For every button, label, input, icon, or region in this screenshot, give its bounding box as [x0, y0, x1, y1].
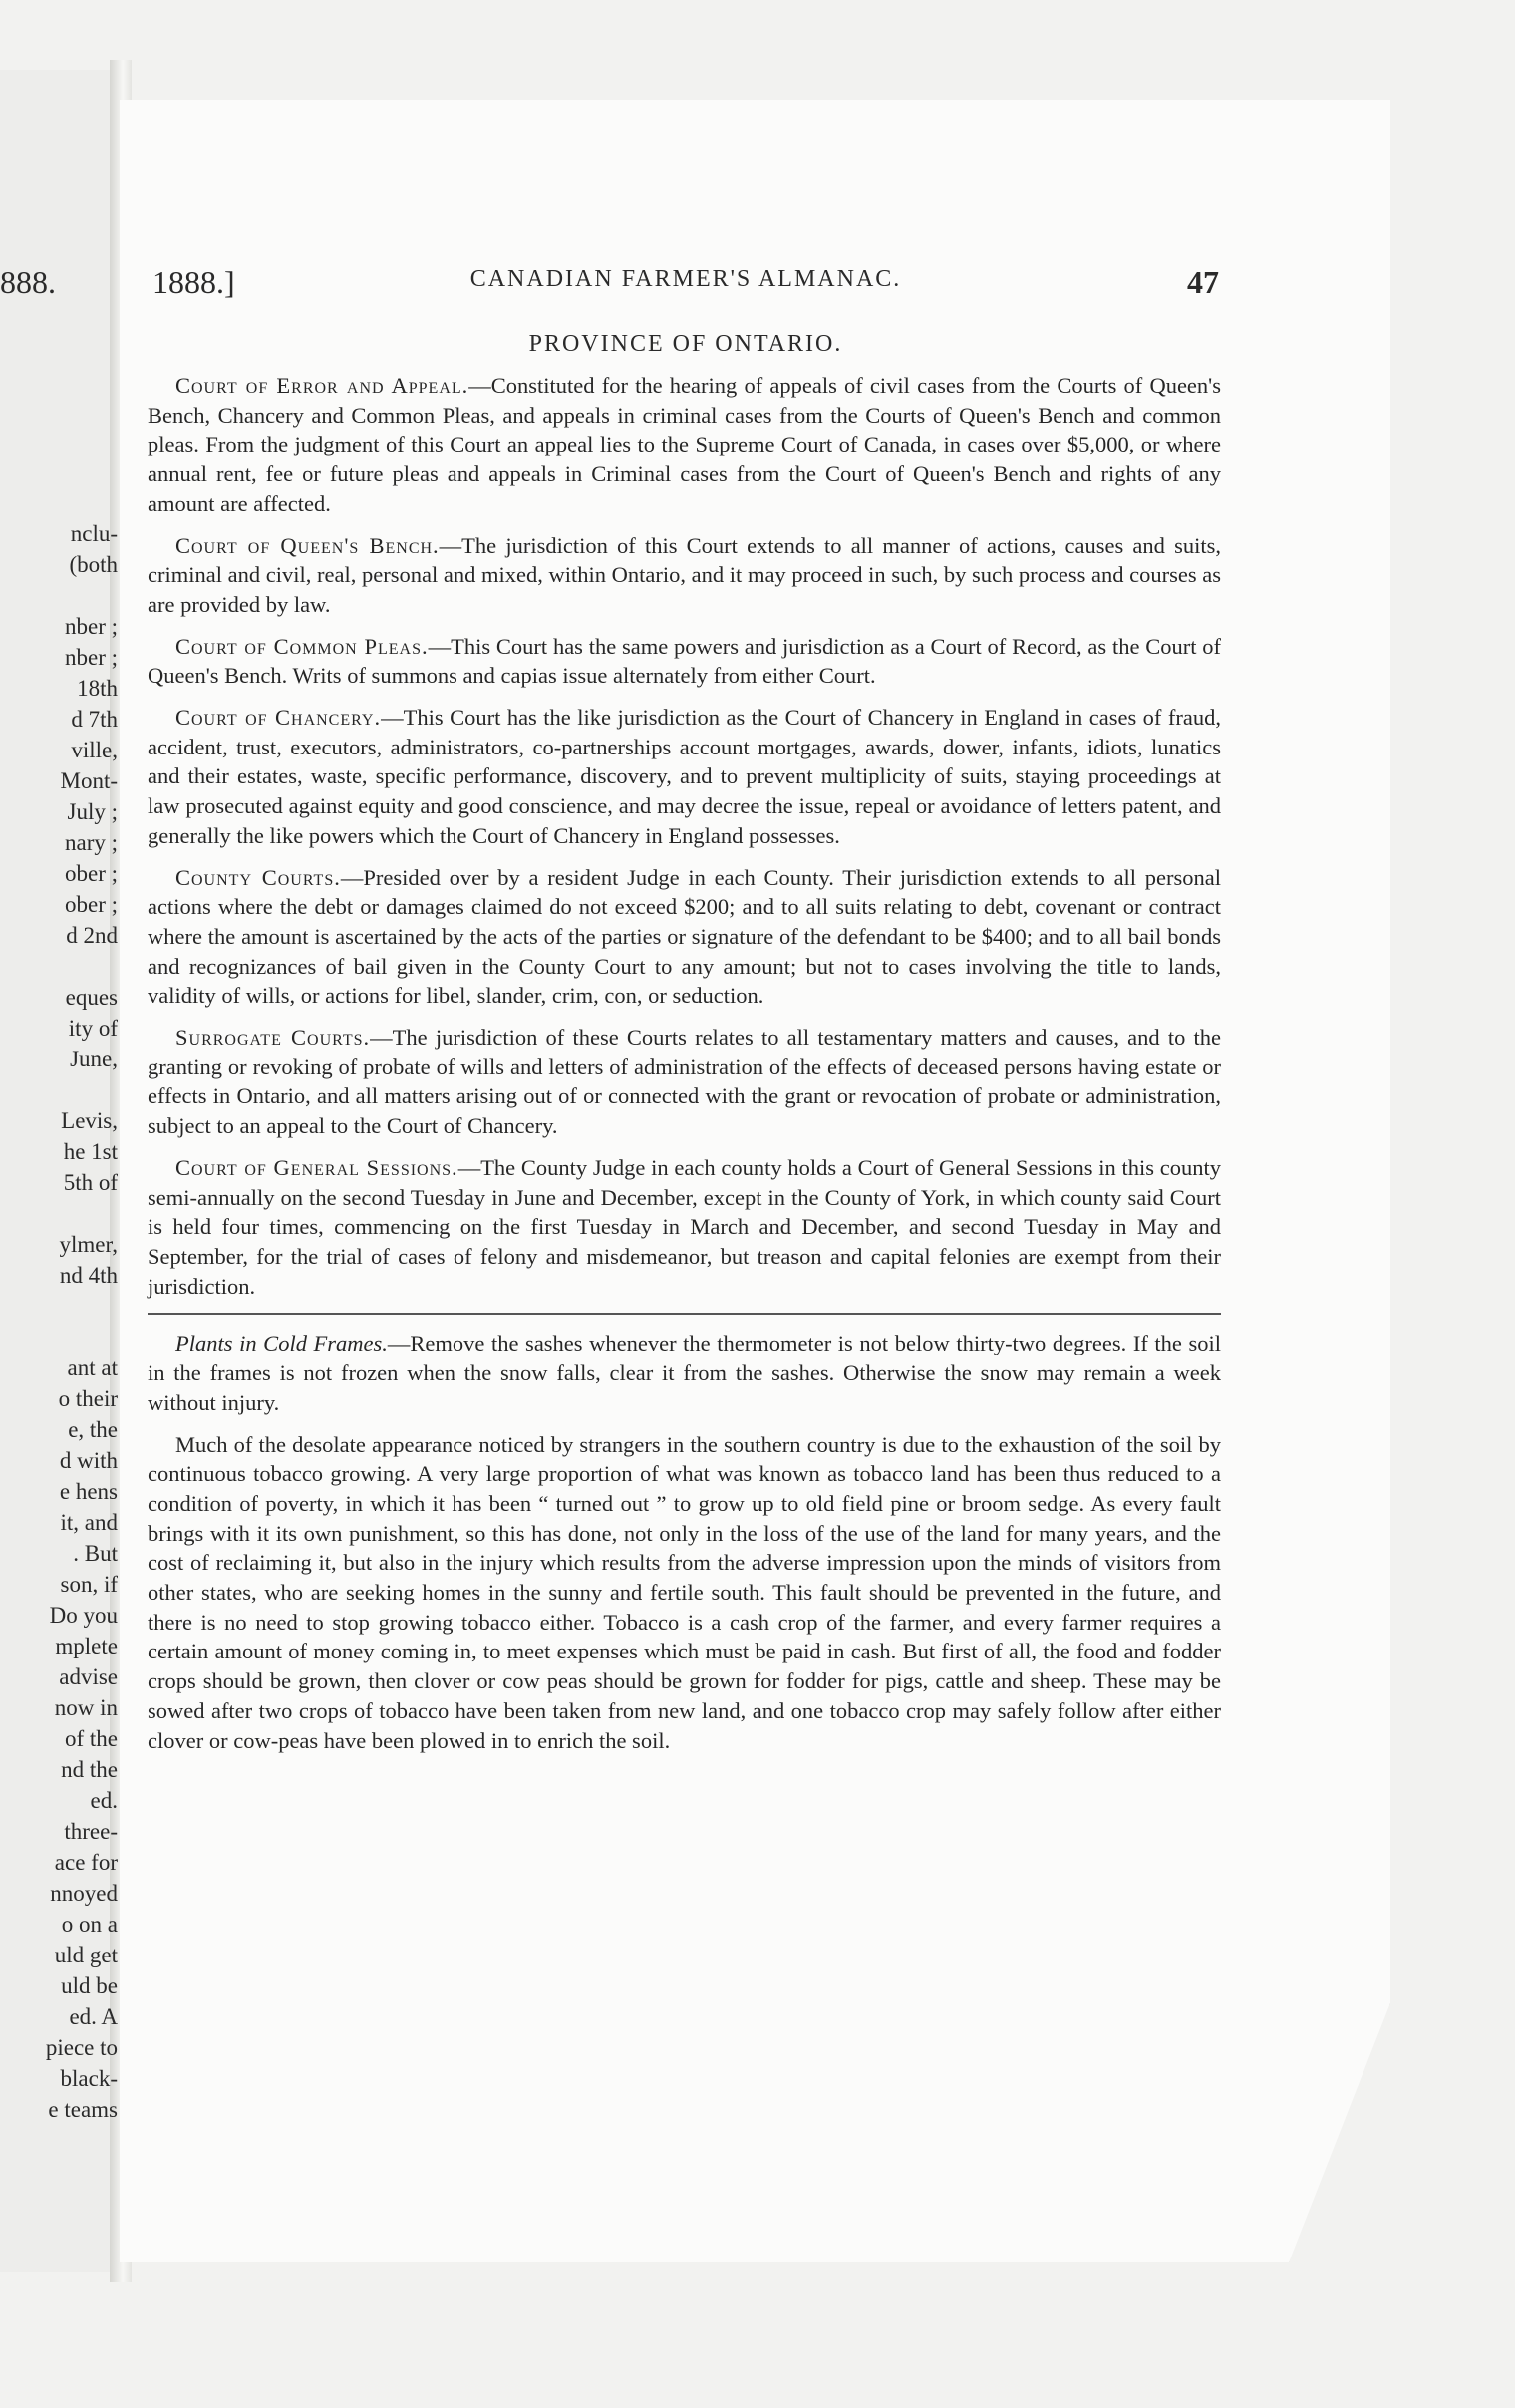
- court-text: —The jurisdiction of these Courts relates to all testamentary matters and causes, and to the granting or revoking of probate of wills and letters of administration of the effects of deceased persons having estate or effects in Ontario, and all matters arising out of or connected with the grant or revocation of probate or administration, subject to an appeal to the Court of Chancery.: [148, 1025, 1221, 1139]
- left-page-line: ville,: [71, 738, 118, 762]
- left-page-line: 18th: [77, 676, 118, 701]
- left-page-line: nber ;: [64, 614, 118, 639]
- left-page-line: uld get: [54, 1943, 118, 1967]
- left-page-line: nary ;: [64, 830, 118, 855]
- left-page-line: o on a: [61, 1912, 118, 1937]
- court-paragraph: [148, 1153, 1221, 1302]
- left-page-line: ober ;: [64, 892, 118, 917]
- left-page-line: d 7th: [71, 707, 118, 732]
- left-page-line: ace for: [54, 1850, 118, 1875]
- left-page-line: [0, 580, 118, 611]
- court-paragraph: [148, 632, 1221, 691]
- court-text: —This Court has the same powers and jurisdiction as a Court of Record, as the Court of Queen's Bench. Writs of summons and capias issue alternately from either Court.: [148, 633, 1221, 689]
- left-page-line: ity of: [68, 1016, 118, 1041]
- left-page-line: ober ;: [64, 861, 118, 886]
- left-page-line: mplete: [55, 1634, 118, 1658]
- left-page-line: now in: [54, 1695, 118, 1720]
- left-page-line: it, and: [60, 1510, 118, 1535]
- court-paragraph: [148, 371, 1221, 519]
- page-number: 47: [1187, 264, 1219, 300]
- left-page-line: ed.: [90, 1788, 118, 1813]
- court-heading: Court of Queen's Bench.: [175, 532, 440, 558]
- left-page-line: he 1st: [63, 1139, 118, 1164]
- left-page-line: 5th of: [63, 1170, 118, 1195]
- section-divider: [148, 1313, 1221, 1315]
- left-page-line: nclu-: [70, 521, 118, 546]
- left-page-line: June,: [70, 1047, 118, 1071]
- left-page-line: [0, 1074, 118, 1105]
- court-paragraph: [148, 1023, 1221, 1141]
- court-text: —The County Judge in each county holds a Court of General Sessions in this county semi-annually on the second Tuesday in June and December, except in the County of York, in which county said Court is held four times, commencing on the first Tuesday in March and December, and second Tuesday in May and September, for the trial of cases of felony and misdemeanor, but treason and capital felonies are exempt from their jurisdiction.: [148, 1154, 1221, 1299]
- cold-frames-paragraph: [148, 1329, 1221, 1417]
- left-page-line: ant at: [67, 1355, 118, 1380]
- left-page-line: ed. A: [69, 2004, 118, 2029]
- left-page-line: nd 4th: [59, 1263, 118, 1288]
- page-header: [152, 264, 1219, 308]
- left-page-line: e, the: [68, 1417, 118, 1442]
- left-page-line: of the: [64, 1726, 118, 1751]
- left-page-line: nd the: [61, 1757, 118, 1782]
- court-heading: Court of Error and Appeal.: [175, 373, 469, 398]
- left-page-year: 888.: [0, 264, 56, 300]
- left-page-line: nber ;: [64, 645, 118, 670]
- header-title: CANADIAN FARMER'S ALMANAC.: [469, 266, 902, 292]
- left-page-line: uld be: [61, 1973, 118, 1998]
- court-heading: Court of Common Pleas.: [175, 633, 429, 659]
- court-text: —This Court has the like jurisdiction as the Court of Chancery in England in cases of fraud, accident, trust, executors, administrators, co-partnerships account mortgages, awards, dower, infants, idiots, lunatics and their estates, waste, specific performance, discovery, and to prevent multiplicity of suits, staying proceedings at law prosecuted against equity and good conscience, and may decree the issue, repeal or avoidance of letters patent, and generally the like powers which the Court of Chancery in England possesses.: [148, 705, 1221, 848]
- tobacco-paragraph: Much of the desolate appearance noticed by strangers in the southern country is due to the exhaustion of the soil by continuous tobacco growing. A very large proportion of what was known as tobacco land has been thus reduced to a condition of poverty, in which it has been “ turned out ” to grow up to old field pine or broom sedge. As every fault brings with it its own punishment, so this has done, not only in the loss of the use of the land for many years, and the cost of reclaiming it, but also in the injury which results from the adverse impression upon the minds of visitors from other states, who are seeking homes in the sunny and fertile south. This fault should be prevented in the future, and there is no need to stop growing tobacco either. Tobacco is a cash crop of the farmer, and every farmer requires a certain amount of money coming in, to meet expenses which must be paid in cash. But first of all, the food and fodder crops should be grown, then clover or cow peas should be grown for fodder for pigs, cattle and sheep. These may be sowed after two crops of tobacco have been taken from new land, and one tobacco crop may safely follow after either clover or cow-peas have been plowed in to enrich the soil.: [148, 1431, 1221, 1753]
- left-page-line: eques: [65, 985, 118, 1010]
- left-page-line: o their: [58, 1386, 118, 1411]
- court-text: —Presided over by a resident Judge in each County. Their jurisdiction extends to all personal actions where the debt or damages claimed do not exceed $200; and to all suits relating to debt, covenant or contract where the amount is ascertained by the acts of the parties or signature of the defendant to be $400; and to all bail bonds and recognizances of bail given in the County Court to any amount; but not to cases involving the title to lands, validity of wills, or actions for libel, slander, crim, con, or seduction.: [148, 864, 1222, 1009]
- court-heading: Court of General Sessions.: [175, 1154, 458, 1180]
- court-heading: Court of Chancery.: [175, 705, 382, 731]
- court-paragraph: [148, 531, 1221, 620]
- cold-frames-heading: Plants in Cold Frames.: [175, 1331, 388, 1356]
- left-page-line: piece to: [45, 2035, 118, 2060]
- cold-frames-text: —Remove the sashes whenever the thermometer is not below thirty-two degrees. If the soil in the frames is not frozen when the snow falls, clear it from the sashes. Otherwise the snow may remain a week without injury.: [148, 1331, 1221, 1415]
- left-page-line: ylmer,: [59, 1232, 118, 1257]
- left-page-line: Do you: [49, 1603, 118, 1628]
- left-page-line: e teams: [48, 2097, 118, 2122]
- left-page-line: e hens: [59, 1479, 118, 1504]
- court-heading: County Courts.: [175, 864, 341, 890]
- left-page-line: three-: [64, 1819, 118, 1844]
- court-paragraph: [148, 703, 1221, 851]
- left-page-line: July ;: [67, 799, 118, 824]
- left-page-line: Mont-: [60, 768, 118, 793]
- left-page-line: Levis,: [61, 1108, 118, 1133]
- left-page-text-fragments: [0, 518, 118, 2125]
- left-page-line: d with: [59, 1448, 118, 1473]
- left-page-line: d 2nd: [66, 923, 118, 948]
- left-page-line: black-: [60, 2066, 118, 2091]
- left-page-line: [0, 951, 118, 982]
- section-title: PROVINCE OF ONTARIO.: [528, 331, 843, 357]
- court-paragraph: [148, 863, 1221, 1012]
- left-page-line: [0, 1322, 118, 1353]
- left-page-line: son, if: [60, 1572, 118, 1597]
- court-text: —Constituted for the hearing of appeals of civil cases from the Courts of Queen's Bench, Chancery and Common Pleas, and appeals in criminal cases from the Courts of Queen's Bench and common pleas. From the judgment of this Court an appeal lies to the Supreme Court of Canada, in cases over $5,000, or where annual rent, fee or future pleas and appeals in Criminal cases from the Court of Queen's Bench and rights of any amount are affected.: [148, 373, 1221, 516]
- court-text: —The jurisdiction of this Court extends to all manner of actions, causes and suits, criminal and civil, real, personal and mixed, within Ontario, and it may proceed in such, by such process and courses as are provided by law.: [148, 532, 1221, 617]
- left-page-line: (both: [69, 552, 118, 577]
- court-heading: Surrogate Courts.: [175, 1025, 371, 1051]
- left-page-line: [0, 1198, 118, 1229]
- header-year: 1888.]: [152, 264, 235, 300]
- left-page-line: . But: [73, 1541, 118, 1566]
- left-page-line: [0, 1291, 118, 1322]
- article-body: [148, 371, 1221, 1767]
- left-page-line: advise: [59, 1664, 118, 1689]
- left-page-line: nnoyed: [50, 1881, 118, 1906]
